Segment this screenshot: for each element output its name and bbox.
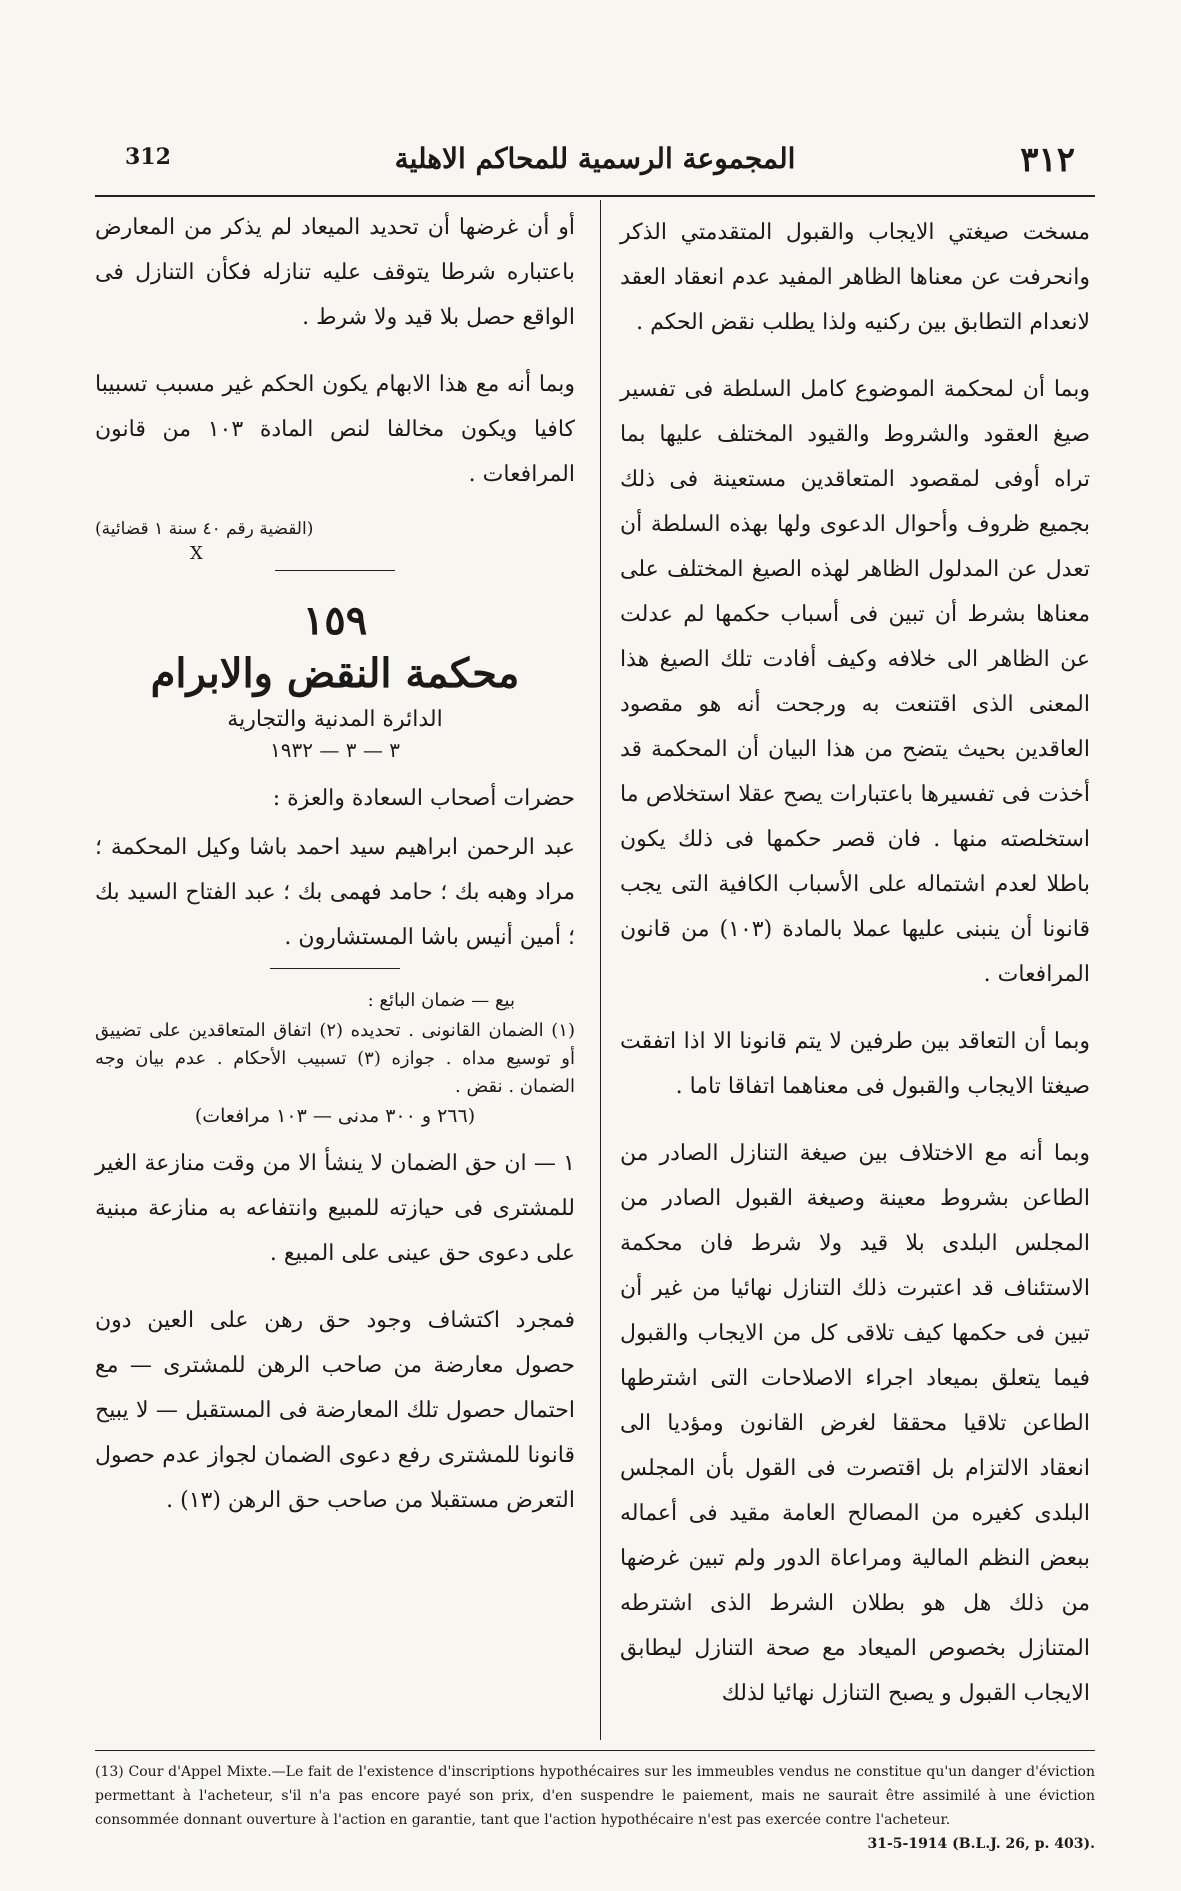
summary-body: (١) الضمان القانونى . تحديده (٢) اتفاق المتعاقدين على تضييق أو توسيع مداه . جوازه (٣) تسبيب الأحكام . عدم بيان وجه الضمان . نقض . (95, 1020, 575, 1097)
page-header (95, 140, 1095, 180)
judges-rule (270, 968, 400, 969)
header-rule (95, 195, 1095, 197)
case-reference: (القضية رقم ٤٠ سنة ١ قضائية) (95, 519, 314, 539)
left-column (95, 205, 575, 1545)
left-paragraph-2: وبما أنه مع هذا الابهام يكون الحكم غير مسبب تسبيبا كافيا ويكون مخالفا لنص المادة ١٠٣ من قانون المرافعات . (95, 372, 575, 487)
right-paragraph-3: وبما أن التعاقد بين طرفين لا يتم قانونا الا اذا اتفقت صيغتا الايجاب والقبول فى معناهما اتفاقا تاما . (620, 1029, 1090, 1099)
page-number-arabic: ٣١٢ (1020, 140, 1075, 180)
footnote (95, 1760, 1095, 1856)
principle-2: فمجرد اكتشاف وجود حق رهن على العين دون حصول معارضة من صاحب الرهن للمشترى — مع احتمال حصول تلك المعارضة فى المستقبل — لا يبيح قانونا للمشترى رفع دعوى الضمان لجواز عدم حصول التعرض مستقبلا من صاحب حق الرهن (١٣) . (95, 1308, 575, 1513)
running-title: المجموعة الرسمية للمحاكم الاهلية (394, 142, 796, 175)
circuit-name: الدائرة المدنية والتجارية (227, 707, 443, 732)
court-name: محكمة النقض والابرام (150, 650, 520, 697)
footnote-text: (13) Cour d'Appel Mixte.—Le fait de l'existence d'inscriptions hypothécaires sur les immeubles vendus ne constitue qu'un danger d'éviction permettant à l'acheteur, s'il n'a pas encore payé son prix, d'en suspendre le paiement, mais ne saurait être assimilé à une éviction consommée donnant ouverture à l'action en garantie, tant que l'action hypothécaire n'est pas exercée contre l'acheteur. (95, 1764, 1095, 1828)
right-column (620, 210, 1090, 1738)
right-paragraph-1: مسخت صيغتي الايجاب والقبول المتقدمتي الذكر وانحرفت عن معناها الظاهر المفيد عدم انعقاد العقد لانعدام التطابق بين ركنيه ولذا يطلب نقض الحكم . (620, 220, 1090, 335)
case-number: ١٥٩ (302, 597, 368, 644)
judges-intro: حضرات أصحاب السعادة والعزة : (272, 786, 575, 811)
right-paragraph-2: وبما أن لمحكمة الموضوع كامل السلطة فى تفسير صيغ العقود والشروط والقيود المختلف عليها بما تراه أوفى لمقصود المتعاقدين مستعينة فى ذلك بجميع ظروف وأحوال الدعوى ولها بهذه السلطة أن تعدل عن المدلول الظاهر لهذه الصيغ المختلف على معناها بشرط أن تبين فى أسباب حكمها لم عدلت عن الظاهر الى خلافه وكيف أفادت تلك الصيغ هذا المعنى الذى اقتنعت به ورجحت أنه هو مقصود العاقدين بحيث يتضح من هذا البيان أن المحكمة قد أخذت فى تفسيرها باعتبارات يصح عقلا استخلاص ما استخلصته منها . فان قصر حكمها فى ذلك يكون باطلا لعدم اشتماله على الأسباب الكافية التى يجب قانونا أن ينبنى عليها عملا بالمادة (١٠٣) من قانون المرافعات . (620, 377, 1091, 987)
page-number-latin: 312 (125, 144, 171, 170)
footnote-source: 31-5-1914 (B.L.J. 26, p. 403). (867, 1836, 1095, 1852)
judgment-date: ٣ — ٣ — ١٩٣٢ (270, 738, 400, 762)
right-paragraph-4: وبما أنه مع الاختلاف بين صيغة التنازل الصادر من الطاعن بشروط معينة وصيغة القبول الصادر من المجلس البلدى بلا قيد ولا شرط فان محكمة الاستئناف قد اعتبرت ذلك التنازل نهائيا من غير أن تبين فى حكمها كيف تلاقى كل من الايجاب والقبول فيما يتعلق بميعاد اجراء الاصلاحات التى اشترطها الطاعن تلاقيا محققا لغرض القانون ومؤديا الى انعقاد الالتزام بل اقتصرت فى القول بأن المجلس البلدى كغيره من المصالح العامة مقيد فى أعماله ببعض النظم المالية ومراعاة الدور ولم تبين غرضها من ذلك هل هو بطلان الشرط الذى اشترطه المتنازل بخصوص الميعاد مع صحة التنازل ليطابق الايجاب القبول و يصبح التنازل نهائيا لذلك (620, 1141, 1090, 1706)
section-rule (275, 570, 395, 571)
legal-citation: (٢٦٦ و ٣٠٠ مدنى — ١٠٣ مرافعات) (194, 1105, 476, 1127)
summary-heading: بيع — ضمان البائع : (367, 990, 515, 1011)
case-reference-mark: X (190, 543, 203, 564)
left-paragraph-1: أو أن غرضها أن تحديد الميعاد لم يذكر من المعارض باعتباره شرطا يتوقف عليه تنازله فكأن التنازل فى الواقع حصل بلا قيد ولا شرط . (95, 215, 575, 330)
principle-1: ١ — ان حق الضمان لا ينشأ الا من وقت منازعة الغير للمشترى فى حيازته للمبيع وانتفاعه به منازعة مبنية على دعوى حق عينى على المبيع . (95, 1151, 575, 1266)
footnote-rule (95, 1750, 1095, 1751)
column-divider (600, 200, 601, 1740)
judges-list: عبد الرحمن ابراهيم سيد احمد باشا وكيل المحكمة ؛ مراد وهبه بك ؛ حامد فهمى بك ؛ عبد الفتاح السيد بك ؛ أمين أنيس باشا المستشارون . (95, 835, 575, 950)
